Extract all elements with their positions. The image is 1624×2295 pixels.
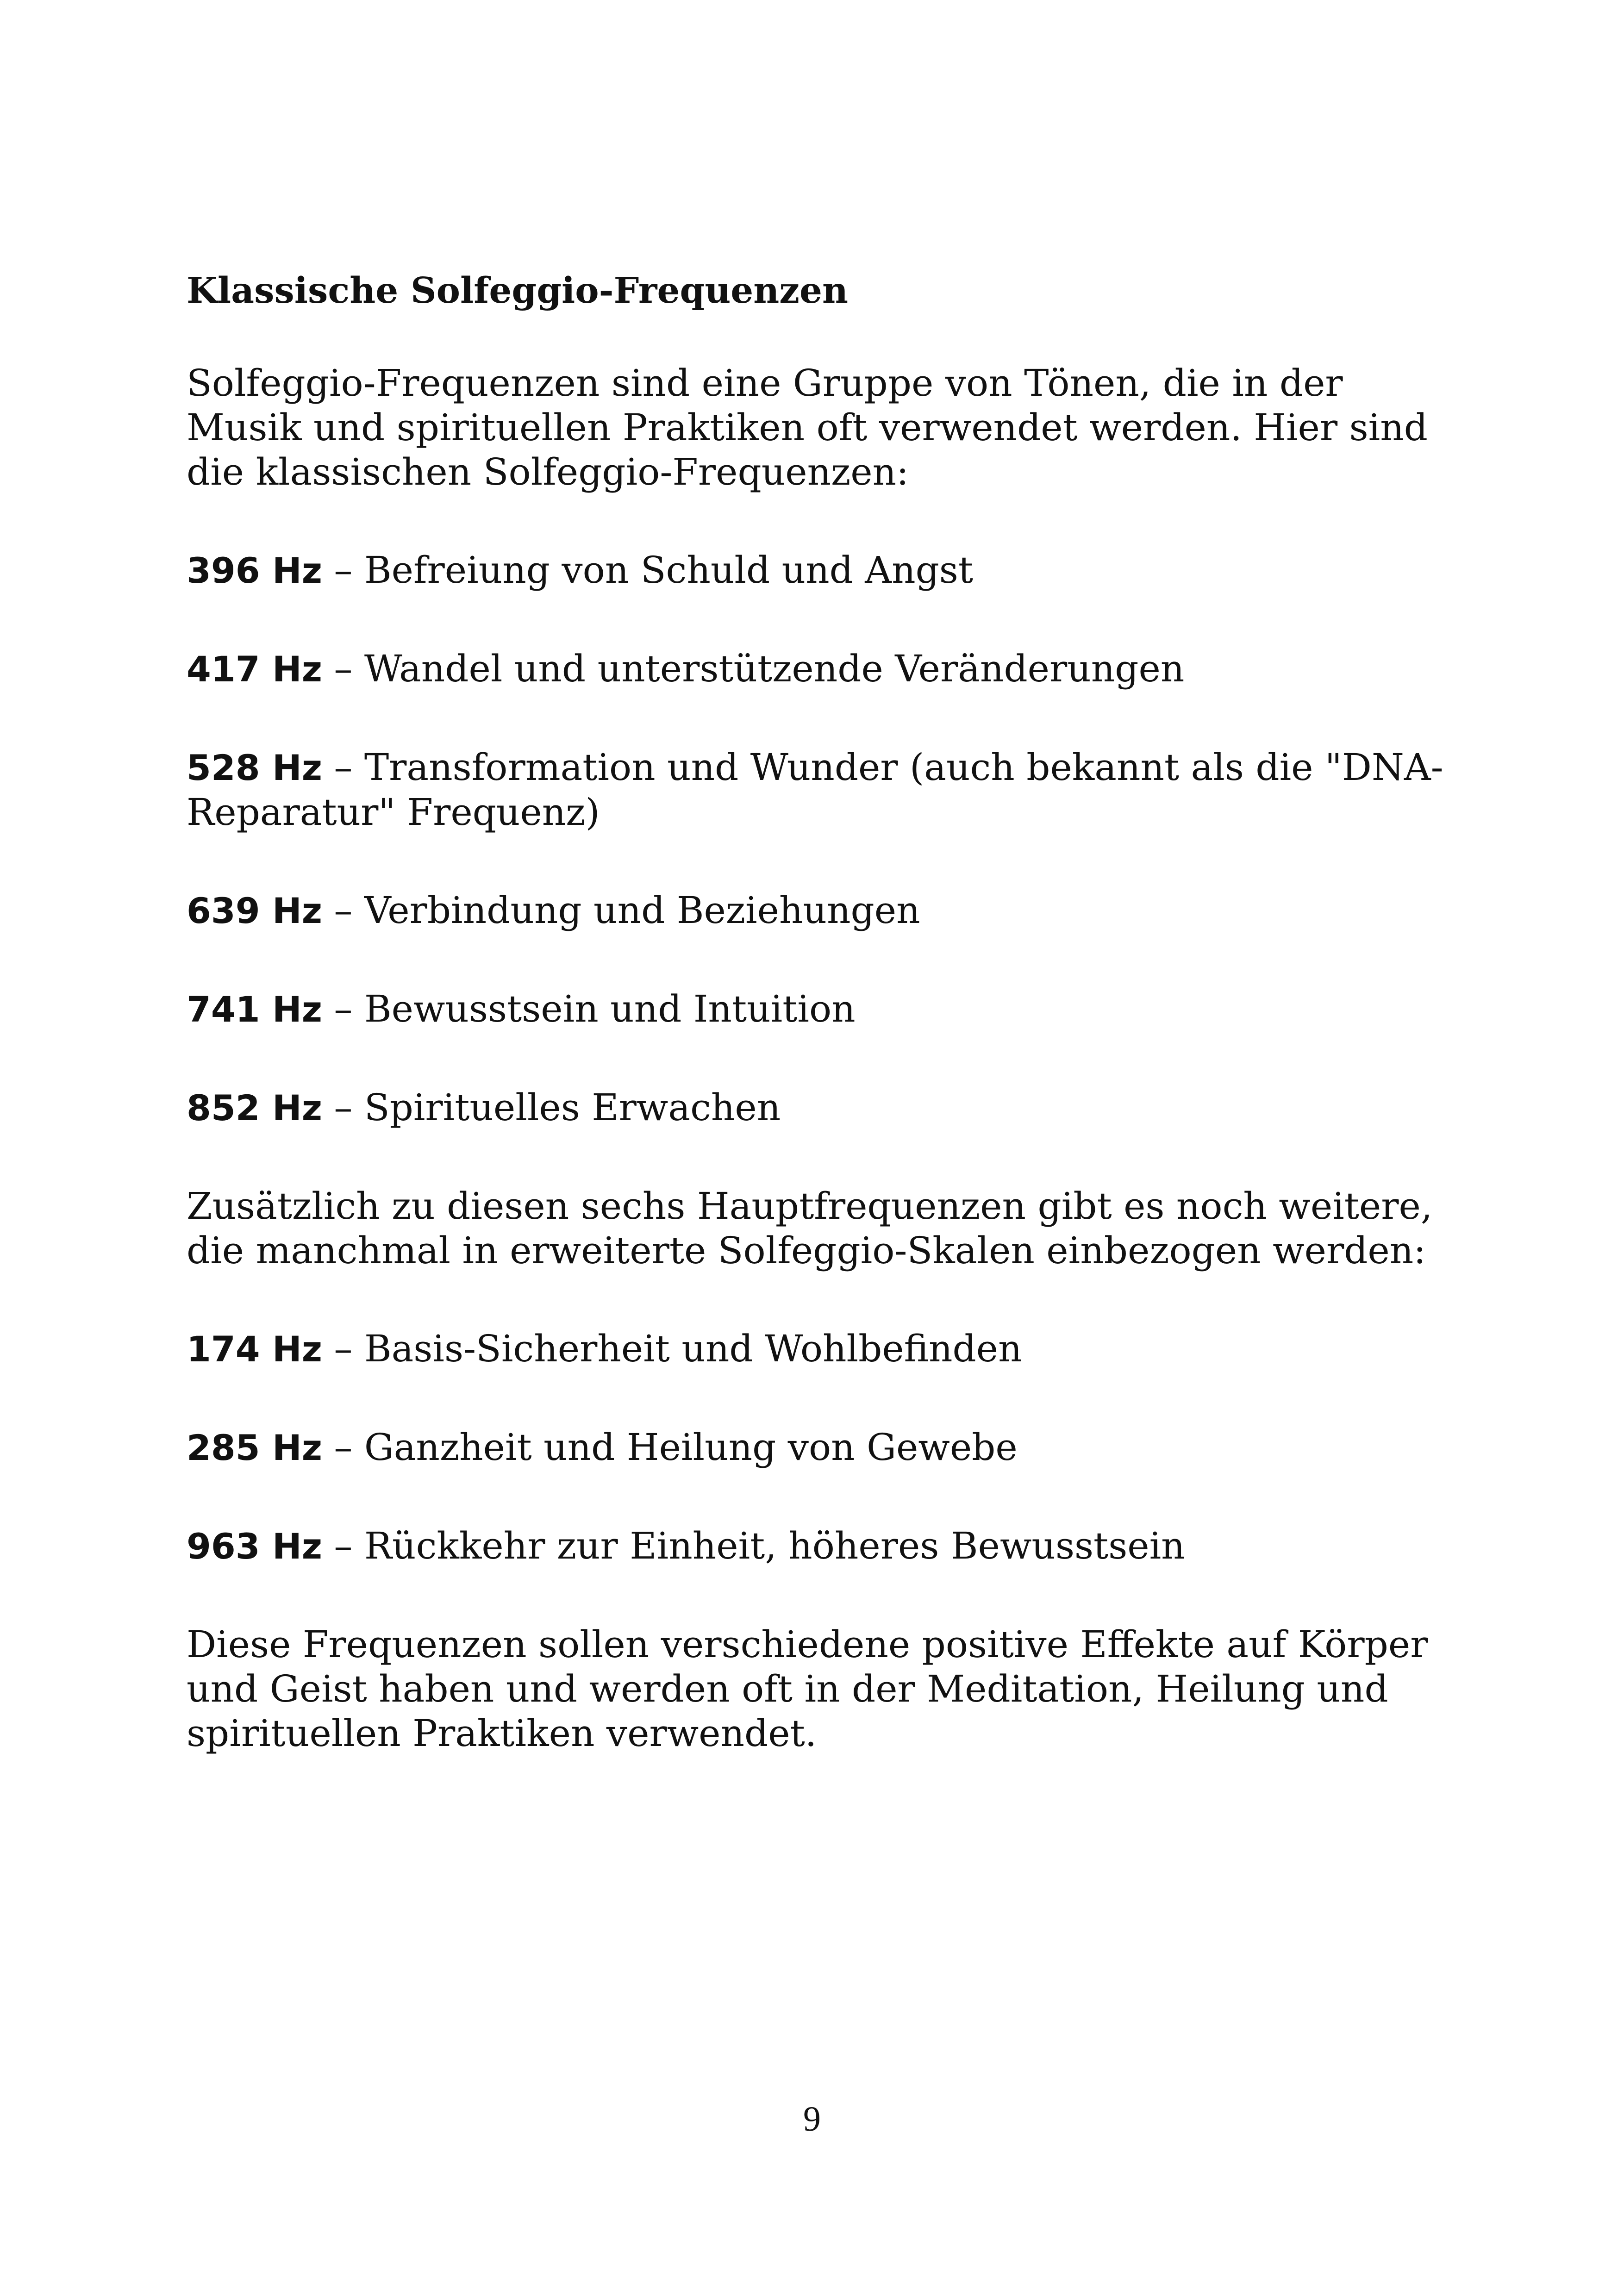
frequency-entry-852	[187, 1085, 1464, 1130]
frequency-entry-741	[187, 987, 1464, 1032]
frequency-entry-396	[187, 548, 1464, 593]
frequency-description: – Transformation und Wunder (auch bekannt als die "DNA-Reparatur" Frequenz)	[187, 746, 1443, 834]
frequency-description: – Verbindung und Beziehungen	[322, 889, 920, 932]
page-number: 9	[803, 2100, 821, 2139]
frequency-entry-285	[187, 1425, 1464, 1470]
section-heading: Klassische Solfeggio-Frequenzen	[187, 270, 848, 312]
frequency-entry-528	[187, 745, 1464, 835]
frequency-description: – Rückkehr zur Einheit, höheres Bewusstsein	[322, 1524, 1185, 1567]
intro-paragraph: Solfeggio-Frequenzen sind eine Gruppe von Tönen, die in der Musik und spirituellen Praktiken oft verwendet werden. Hier sind die klassischen Solfeggio-Frequenzen:	[187, 362, 1428, 493]
frequency-value: 639 Hz	[187, 890, 322, 931]
frequency-value: 396 Hz	[187, 550, 322, 591]
frequency-description: – Basis-Sicherheit und Wohlbefinden	[322, 1327, 1022, 1370]
frequency-description: – Ganzheit und Heilung von Gewebe	[322, 1426, 1018, 1469]
frequency-value: 174 Hz	[187, 1328, 322, 1370]
frequency-value: 852 Hz	[187, 1087, 322, 1129]
frequency-entry-639	[187, 888, 1464, 933]
frequency-entry-417	[187, 647, 1464, 692]
frequency-value: 528 Hz	[187, 747, 322, 788]
frequency-value: 963 Hz	[187, 1526, 322, 1567]
frequency-value: 417 Hz	[187, 649, 322, 690]
page-content	[187, 268, 1464, 1809]
frequency-description: – Wandel und unterstützende Veränderungen	[322, 647, 1185, 690]
frequency-entry-174	[187, 1327, 1464, 1372]
frequency-description: – Befreiung von Schuld und Angst	[322, 549, 974, 592]
frequency-value: 741 Hz	[187, 989, 322, 1030]
frequency-entry-963	[187, 1524, 1464, 1569]
additional-intro-paragraph: Zusätzlich zu diesen sechs Hauptfrequenzen gibt es noch weitere, die manchmal in erweiterte Solfeggio-Skalen einbezogen werden:	[187, 1185, 1433, 1272]
frequency-value: 285 Hz	[187, 1427, 322, 1468]
frequency-description: – Bewusstsein und Intuition	[322, 987, 856, 1030]
frequency-description: – Spirituelles Erwachen	[322, 1086, 781, 1129]
conclusion-paragraph: Diese Frequenzen sollen verschiedene positive Effekte auf Körper und Geist haben und werden oft in der Meditation, Heilung und spirituellen Praktiken verwendet.	[187, 1623, 1428, 1755]
